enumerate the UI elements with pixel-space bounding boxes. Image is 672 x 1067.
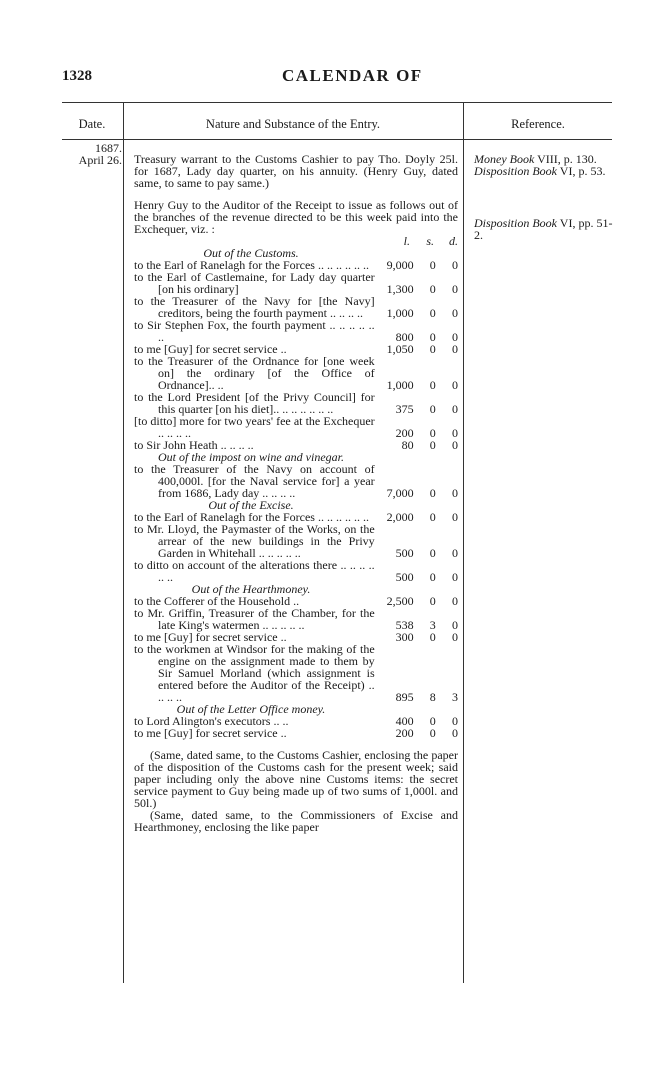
- column-divider-reference: [463, 103, 464, 983]
- amount-shillings: 0: [429, 426, 436, 440]
- payment-row: [134, 319, 458, 343]
- amount-pence: 0: [452, 714, 458, 728]
- column-header-date: Date.: [78, 117, 106, 131]
- amount-shillings: 0: [429, 726, 436, 740]
- reference-detail: VIII, p. 130.: [534, 152, 597, 166]
- amount-pence: 0: [452, 570, 458, 584]
- payment-row: [134, 295, 458, 319]
- note-1: (Same, dated same, to the Customs Cashier, enclosing the paper of the disposition of the Customs cash for the present week; said paper including only the above nine Customs items: the secret service payment to Guy being made up of two sums of 1,000l. and 50l.): [134, 748, 458, 810]
- payment-description: to me [Guy] for secret service ..: [134, 630, 287, 644]
- amount-shillings: 0: [429, 438, 436, 452]
- amount-pence: 0: [452, 378, 458, 392]
- top-rule: [62, 102, 612, 103]
- amount-pounds: 500: [395, 546, 414, 560]
- reference-book-2: Disposition Book: [474, 164, 557, 178]
- section-heading: Out of the Letter Office money.: [176, 702, 326, 716]
- amount-pence: 0: [452, 258, 458, 272]
- amount-pounds: 300: [395, 630, 414, 644]
- amount-shillings: 0: [429, 714, 436, 728]
- payment-description: to the Treasurer of the Navy for [the Navy] creditors, being the fourth payment .. .. .. ..: [134, 294, 375, 320]
- payment-description: to Mr. Griffin, Treasurer of the Chamber, for the late King's watermen .. .. .. .. ..: [134, 606, 375, 632]
- payment-description: to the Earl of Ranelagh for the Forces .. .. .. .. .. ..: [134, 258, 369, 272]
- amount-shillings: 0: [429, 330, 436, 344]
- col-shillings: s.: [426, 234, 434, 248]
- payment-row: [134, 391, 458, 415]
- payment-description: to Mr. Lloyd, the Paymaster of the Works, on the arrear of the new buildings in the Privy Garden in Whitehall .. .. .. .. ..: [134, 522, 375, 560]
- reference-entry-2: [474, 217, 619, 241]
- amount-pounds: 538: [395, 618, 414, 632]
- reference-detail: VI, pp. 51-2.: [474, 216, 613, 242]
- column-header-reference: Reference.: [511, 117, 565, 131]
- column-divider-date: [123, 103, 124, 983]
- amount-pence: 0: [452, 594, 458, 608]
- payment-description: to Lord Alington's executors .. ..: [134, 714, 289, 728]
- amount-shillings: 0: [429, 510, 436, 524]
- payment-description: to me [Guy] for secret service ..: [134, 726, 287, 740]
- col-pence: d.: [449, 234, 458, 248]
- payment-row: [134, 727, 458, 739]
- payment-row: [134, 643, 458, 703]
- amount-pence: 0: [452, 330, 458, 344]
- header-rule: [62, 139, 612, 140]
- payment-row: [134, 559, 458, 583]
- amount-shillings: 8: [429, 690, 436, 704]
- payment-description: [to ditto] more for two years' fee at the Exchequer .. .. .. ..: [134, 414, 375, 440]
- amount-shillings: 3: [429, 618, 436, 632]
- amount-pence: 0: [452, 486, 458, 500]
- amount-pounds: 895: [395, 690, 414, 704]
- section-heading: Out of the impost on wine and vinegar.: [158, 450, 344, 464]
- payment-sections: [134, 247, 458, 739]
- amount-pounds: 2,000: [386, 510, 414, 524]
- amount-pounds: 7,000: [386, 486, 414, 500]
- amount-shillings: 0: [429, 546, 436, 560]
- amount-pounds: 1,000: [386, 306, 414, 320]
- amount-pence: 0: [452, 402, 458, 416]
- amount-shillings: 0: [429, 282, 436, 296]
- payment-row: [134, 463, 458, 499]
- amount-pounds: 2,500: [386, 594, 414, 608]
- reference-book: Money Book: [474, 152, 535, 166]
- payment-description: to the Treasurer of the Ordnance for [one week on] the ordinary [of the Office of Ordnance].. ..: [134, 354, 375, 392]
- amount-pence: 0: [452, 282, 458, 296]
- amount-shillings: 0: [429, 630, 436, 644]
- date-cell: [62, 142, 122, 166]
- payment-row: [134, 415, 458, 439]
- amount-shillings: 0: [429, 258, 436, 272]
- reference-entry-1: [474, 153, 619, 177]
- amount-pounds: 800: [395, 330, 414, 344]
- amount-pounds: 200: [395, 426, 414, 440]
- amount-shillings: 0: [429, 486, 436, 500]
- amount-pence: 0: [452, 306, 458, 320]
- payment-description: to ditto on account of the alterations there .. .. .. .. .. ..: [134, 558, 375, 584]
- page-number: 1328: [62, 68, 92, 84]
- entry-2-intro: Henry Guy to the Auditor of the Receipt to issue as follows out of the branches of the revenue directed to be this week paid into the Exchequer, viz. :: [134, 198, 458, 236]
- entry-1-text: Treasury warrant to the Customs Cashier to pay Tho. Doyly 25l. for 1687, Lady day quarter, on his annuity. (Henry Guy, dated same, to same to pay same.): [134, 152, 458, 190]
- amount-pounds: 9,000: [386, 258, 414, 272]
- note-2: (Same, dated same, to the Commissioners of Excise and Hearthmoney, enclosing the like paper: [134, 808, 458, 834]
- section-heading: Out of the Excise.: [208, 498, 294, 512]
- amount-shillings: 0: [429, 594, 436, 608]
- amount-pence: 0: [452, 618, 458, 632]
- payment-description: to Sir John Heath .. .. .. ..: [134, 438, 254, 452]
- section-heading: Out of the Hearthmoney.: [191, 582, 311, 596]
- col-pounds: l.: [403, 234, 410, 248]
- amount-pounds: 80: [401, 438, 414, 452]
- amount-shillings: 0: [429, 342, 436, 356]
- amount-pence: 0: [452, 510, 458, 524]
- payment-description: to the Earl of Castlemaine, for Lady day quarter [on his ordinary]: [134, 270, 375, 296]
- amount-pence: 0: [452, 546, 458, 560]
- amount-pounds: 1,050: [386, 342, 414, 356]
- date-day: April 26.: [78, 153, 122, 167]
- entry-text-column: [134, 153, 458, 833]
- payment-row: [134, 523, 458, 559]
- amount-pence: 0: [452, 438, 458, 452]
- payment-row: [134, 355, 458, 391]
- reference-book: Disposition Book: [474, 216, 557, 230]
- payment-description: to the Treasurer of the Navy on account of 400,000l. [for the Naval service for] a year from 1686, Lady day .. .. .. ..: [134, 462, 375, 500]
- amount-pence: 0: [452, 630, 458, 644]
- payment-description: to the Earl of Ranelagh for the Forces .. .. .. .. .. ..: [134, 510, 369, 524]
- page-title: CALENDAR OF: [282, 66, 423, 85]
- payment-description: to me [Guy] for secret service ..: [134, 342, 287, 356]
- amount-pounds: 500: [395, 570, 414, 584]
- payment-description: to the Cofferer of the Household ..: [134, 594, 300, 608]
- column-header-nature: Nature and Substance of the Entry.: [205, 117, 381, 131]
- amount-shillings: 0: [429, 570, 436, 584]
- payment-description: to Sir Stephen Fox, the fourth payment .. .. .. .. .. ..: [134, 318, 375, 344]
- amount-pounds: 400: [395, 714, 414, 728]
- payment-row: [134, 607, 458, 631]
- amount-pounds: 1,000: [386, 378, 414, 392]
- amount-pounds: 375: [395, 402, 414, 416]
- amount-pounds: 1,300: [386, 282, 414, 296]
- amount-pounds: 200: [395, 726, 414, 740]
- payment-description: to the workmen at Windsor for the making of the engine on the assignment made to them by Sir Samuel Morland (which assignment is entered before the Auditor of the Receipt) .. .. .. ..: [134, 642, 375, 704]
- amount-pence: 0: [452, 342, 458, 356]
- amount-pence: 0: [452, 426, 458, 440]
- amount-shillings: 0: [429, 378, 436, 392]
- amount-shillings: 0: [429, 402, 436, 416]
- amount-pence: 3: [452, 690, 458, 704]
- date-year: 1687.: [95, 141, 122, 155]
- section-heading: Out of the Customs.: [203, 246, 299, 260]
- amount-pence: 0: [452, 726, 458, 740]
- payment-row: [134, 271, 458, 295]
- reference-detail-2: VI, p. 53.: [557, 164, 606, 178]
- payment-description: to the Lord President [of the Privy Council] for this quarter [on his diet].. .. .. .. .. .. ..: [134, 390, 375, 416]
- amount-shillings: 0: [429, 306, 436, 320]
